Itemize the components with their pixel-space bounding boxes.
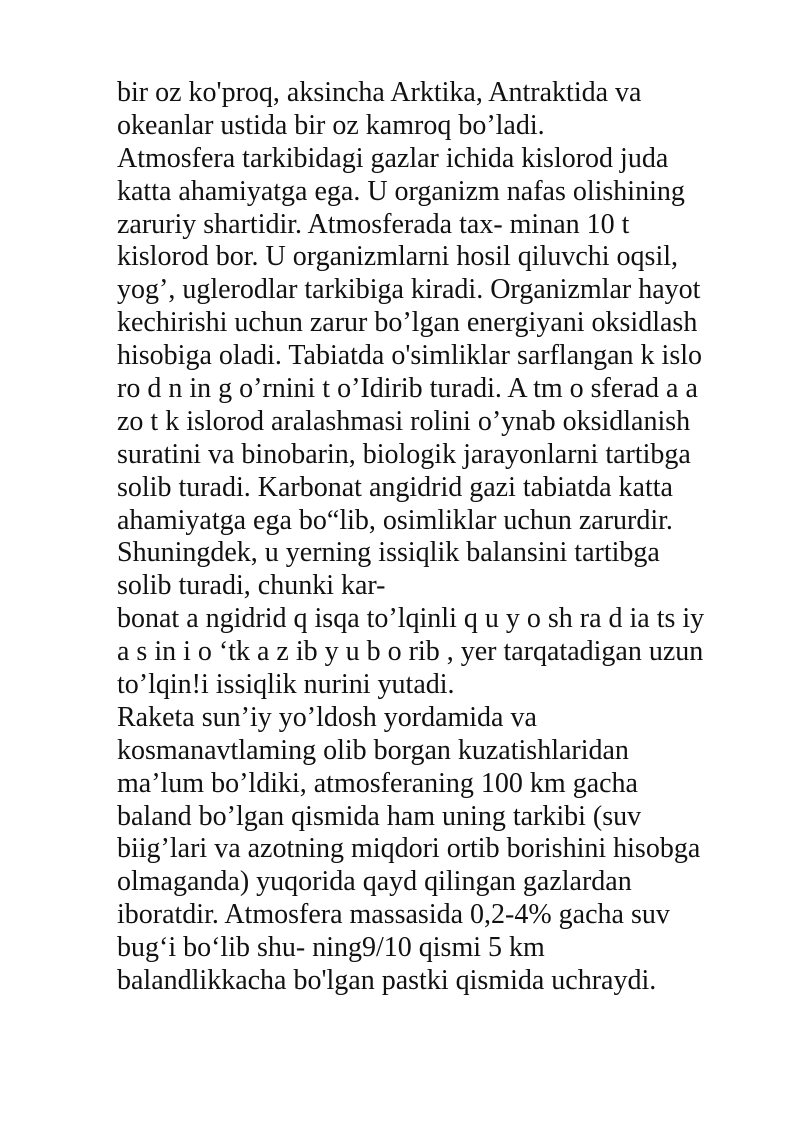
text-line: zo t k islorod aralashmasi rolini o’ynab oksidlanish	[117, 405, 691, 437]
text-line: bonat a ngidrid q isqa to’lqinli q u y o sh ra d ia ts iy	[117, 603, 705, 635]
text-line: iboratdir. Atmosfera massasida 0,2-4% gacha suv	[117, 899, 670, 931]
text-line: biig’lari va azotning miqdori ortib borishini hisobga	[117, 833, 701, 865]
text-line: bir oz ko'proq, aksincha Arktika, Antraktida va	[117, 77, 642, 108]
text-line: katta ahamiyatga ega. U organizm nafas olishining	[117, 175, 685, 207]
text-line: Atmosfera tarkibidagi gazlar ichida kislorod juda	[117, 142, 669, 174]
text-line: ro d n in g o’rnini t o’Idirib turadi. A tm o sferad a a	[117, 373, 698, 405]
text-line: to’lqin!i issiqlik nurini yutadi.	[117, 669, 455, 701]
text-line: ma’lum bo’ldiki, atmosferaning 100 km gacha	[117, 767, 638, 799]
text-line: Raketa sun’iy yo’ldosh yordamida va	[117, 701, 537, 733]
text-line: ahamiyatga ega bo“lib, osimliklar uchun zarurdir.	[117, 504, 673, 536]
text-line: olmaganda) yuqorida qayd qilingan gazlardan	[117, 866, 632, 898]
text-line: suratini va binobarin, biologik jarayonlarni tartibga	[117, 438, 691, 470]
text-line: hisobiga oladi. Tabiatda o'simliklar sarflangan k islo	[117, 340, 703, 372]
text-line: solib turadi. Karbonat angidrid gazi tabiatda katta	[117, 471, 673, 503]
text-line: okeanlar ustida bir oz kamroq bo’ladi.	[117, 109, 545, 141]
text-line: yog’, uglerodlar tarkibiga kiradi. Organizmlar hayot	[117, 274, 701, 306]
text-line: kechirishi uchun zarur bo’lgan energiyani oksidlash	[117, 307, 698, 339]
text-line: kosmanavtlaming olib borgan kuzatishlaridan	[117, 734, 629, 766]
text-line: kislorod bor. U organizmlarni hosil qiluvchi oqsil,	[117, 241, 678, 273]
text-line: Shuningdek, u yerning issiqlik balansini tartibga	[117, 537, 660, 569]
text-line: solib turadi, chunki kar-	[117, 570, 386, 602]
text-line: a s in i o ‘tk a z ib y u b o rib , yer tarqatadigan uzun	[117, 636, 704, 668]
text-line: balandlikkacha bo'lgan pastki qismida uchraydi.	[117, 965, 657, 997]
body-text	[117, 77, 757, 998]
text-line: bug‘i bo‘lib shu- ning9/10 qismi 5 km	[117, 932, 545, 964]
text-line: zaruriy shartidir. Atmosferada tax- minan 10 t	[117, 208, 630, 240]
text-line: baland bo’lgan qismida ham uning tarkibi (suv	[117, 800, 642, 832]
